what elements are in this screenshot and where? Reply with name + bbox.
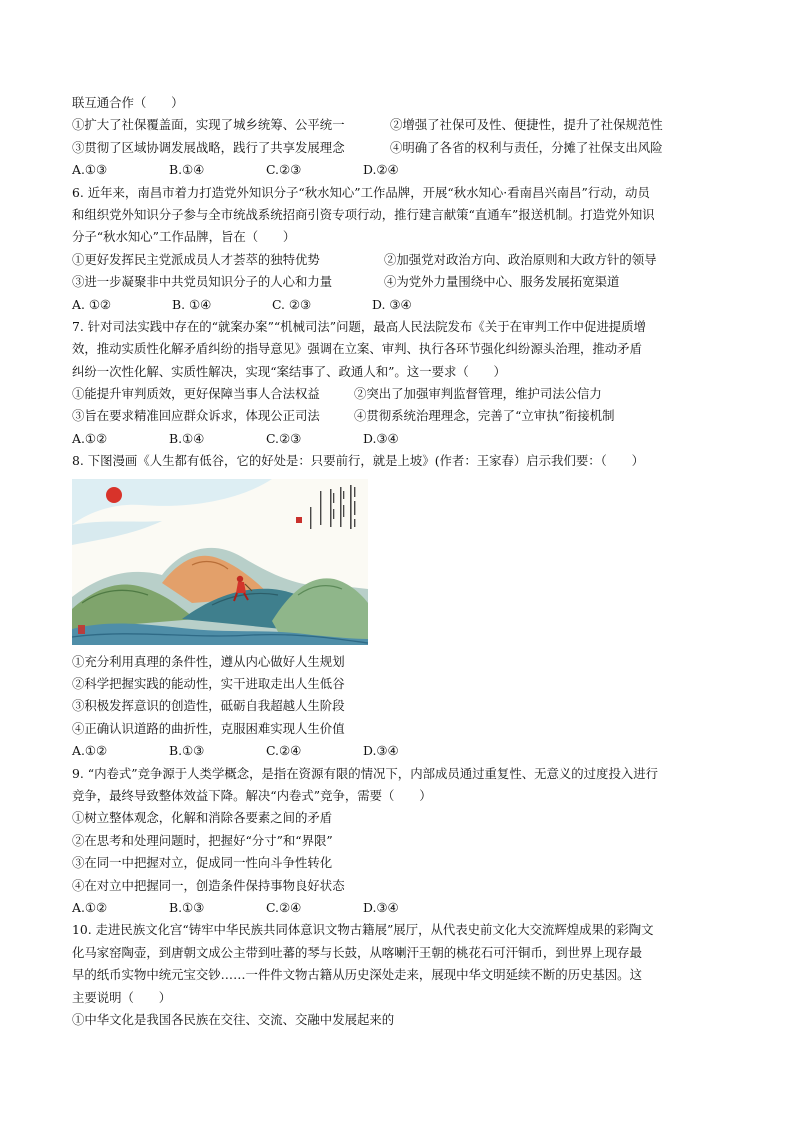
- q9-option-d[interactable]: D.③④: [363, 899, 399, 915]
- q7-statement-1: ①能提升审判质效，更好保障当事人合法权益: [72, 386, 320, 402]
- q7-option-b[interactable]: B.①④: [169, 430, 205, 446]
- q7-statements-row-2: [72, 405, 732, 427]
- red-seal-stamp: [296, 517, 302, 523]
- q6-stem-line-2: 和组织党外知识分子参与全市统战系统招商引资专项行动，推行建言献策“直通车”报送机制。打造党外知识: [72, 206, 655, 222]
- q5-option-b[interactable]: B.①④: [169, 162, 205, 178]
- q7-statements-row-1: [72, 383, 732, 405]
- q6-stem-line-1: 6. 近年来，南昌市着力打造党外知识分子“秋水知心”工作品牌，开展“秋水知心·看南昌兴南昌”行动，动员: [72, 184, 650, 200]
- q10-stem-line-1: 10. 走进民族文化宫“铸牢中华民族共同体意识文物古籍展”展厅，从代表史前文化大交流辉煌成果的彩陶文: [72, 922, 654, 938]
- q5-option-c[interactable]: C.②③: [266, 162, 302, 178]
- q9-stem-line-2: 竞争，最终导致整体效益下降。解决“内卷式”竞争，需要（ ）: [72, 787, 432, 803]
- q8-option-a[interactable]: A.①②: [72, 743, 108, 759]
- q9-statement-3: ③在同一中把握对立，促成同一性向斗争性转化: [72, 855, 333, 871]
- q6-options: [72, 294, 732, 316]
- q9-option-c[interactable]: C.②④: [266, 899, 302, 915]
- q9-statement-4: ④在对立中把握同一，创造条件保持事物良好状态: [72, 877, 345, 893]
- q5-option-a[interactable]: A.①③: [72, 162, 108, 178]
- q8-statement-3: ③积极发挥意识的创造性，砥砺自我超越人生阶段: [72, 698, 345, 714]
- q8-option-c[interactable]: C.②④: [266, 743, 302, 759]
- q9-option-b[interactable]: B.①③: [169, 899, 205, 915]
- q6-statements-row-2: [72, 271, 732, 293]
- sun-icon: [106, 487, 122, 503]
- q10-statement-1: ①中华文化是我国各民族在交往、交流、交融中发展起来的: [72, 1011, 395, 1027]
- q6-stem-line-3: 分子“秋水知心”工作品牌，旨在（ ）: [72, 229, 296, 245]
- exam-page: [72, 92, 732, 1031]
- q8-statement-1: ①充分利用真理的条件性，遵从内心做好人生规划: [72, 653, 345, 669]
- q7-statement-2: ②突出了加强审判监督管理，维护司法公信力: [354, 386, 602, 402]
- q7-statement-4: ④贯彻系统治理理念，完善了“立审执”衔接机制: [354, 408, 615, 424]
- q5-statements-row-2: [72, 137, 732, 159]
- q7-option-d[interactable]: D.③④: [363, 430, 399, 446]
- q5-statements-row-1: [72, 114, 732, 136]
- q9-option-a[interactable]: A.①②: [72, 899, 108, 915]
- q5-statement-4: ④明确了各省的权利与责任，分摊了社保支出风险: [390, 139, 663, 155]
- q6-statements-row-1: [72, 249, 732, 271]
- q6-statement-1: ①更好发挥民主党派成员人才荟萃的独特优势: [72, 251, 320, 267]
- q10-stem-line-2: 化马家窑陶壶，到唐朝文成公主带到吐蕃的琴与长鼓，从喀喇汗王朝的桃花石可汗铜币，到世界上现存最: [72, 944, 642, 960]
- q7-stem-line-2: 效，推动实质性化解矛盾纠纷的指导意见》强调在立案、审判、执行各环节强化纠纷源头治理，推动矛盾: [72, 341, 642, 357]
- q9-statement-1: ①树立整体观念，化解和消除各要素之间的矛盾: [72, 810, 333, 826]
- cartoon-image: [72, 479, 368, 645]
- q6-statement-2: ②加强党对政治方向、政治原则和大政方针的领导: [384, 251, 657, 267]
- q8-statement-2: ②科学把握实践的能动性，实干进取走出人生低谷: [72, 676, 345, 692]
- q5-stem-tail: 联互通合作（ ）: [72, 95, 184, 110]
- q9-options: [72, 897, 732, 919]
- q5-statement-3: ③贯彻了区域协调发展战略，践行了共享发展理念: [72, 139, 345, 155]
- q8-statement-4: ④正确认识道路的曲折性，克服困难实现人生价值: [72, 720, 345, 736]
- q8-option-b[interactable]: B.①③: [169, 743, 205, 759]
- q8-option-d[interactable]: D.③④: [363, 743, 399, 759]
- q7-stem-line-3: 纠纷一次性化解、实质性解决，实现“案结事了、政通人和”。这一要求（ ）: [72, 363, 506, 379]
- q5-option-d[interactable]: D.②④: [363, 162, 399, 178]
- q5-options: [72, 159, 732, 181]
- q7-option-a[interactable]: A.①②: [72, 430, 108, 446]
- q6-option-c[interactable]: C. ②③: [272, 296, 312, 312]
- q6-option-b[interactable]: B. ①④: [172, 296, 212, 312]
- q7-options: [72, 428, 732, 450]
- q8-stem: 8. 下图漫画《人生都有低谷，它的好处是：只要前行，就是上坡》(作者：王家春）启示我们要：（ ）: [72, 453, 644, 469]
- q9-stem-line-1: 9. “内卷式”竞争源于人类学概念，是指在资源有限的情况下，内部成员通过重复性、无意义的过度投入进行: [72, 765, 659, 781]
- q10-stem-line-4: 主要说明（ ）: [72, 989, 172, 1005]
- q5-statement-2: ②增强了社保可及性、便捷性，提升了社保规范性: [390, 117, 663, 133]
- q6-option-a[interactable]: A. ①②: [72, 296, 112, 312]
- q5-statement-1: ①扩大了社保覆盖面，实现了城乡统筹、公平统一: [72, 117, 345, 133]
- q10-stem-line-3: 早的纸币实物中统元宝交钞……一件件文物古籍从历史深处走来，展现中华文明延续不断的历史基因。这: [72, 967, 642, 983]
- corner-seal-stamp: [78, 625, 85, 634]
- q7-option-c[interactable]: C.②③: [266, 430, 302, 446]
- q8-options: [72, 740, 732, 762]
- q9-statement-2: ②在思考和处理问题时，把握好“分寸”和“界限”: [72, 832, 333, 848]
- q7-stem-line-1: 7. 针对司法实践中存在的“就案办案”“机械司法”问题，最高人民法院发布《关于在审判工作中促进提质增: [72, 318, 646, 334]
- q6-statement-4: ④为党外力量围绕中心、服务发展拓宽渠道: [384, 274, 620, 290]
- q6-option-d[interactable]: D. ③④: [372, 296, 412, 312]
- q7-statement-3: ③旨在要求精准回应群众诉求，体现公正司法: [72, 408, 320, 424]
- q6-statement-3: ③进一步凝聚非中共党员知识分子的人心和力量: [72, 274, 333, 290]
